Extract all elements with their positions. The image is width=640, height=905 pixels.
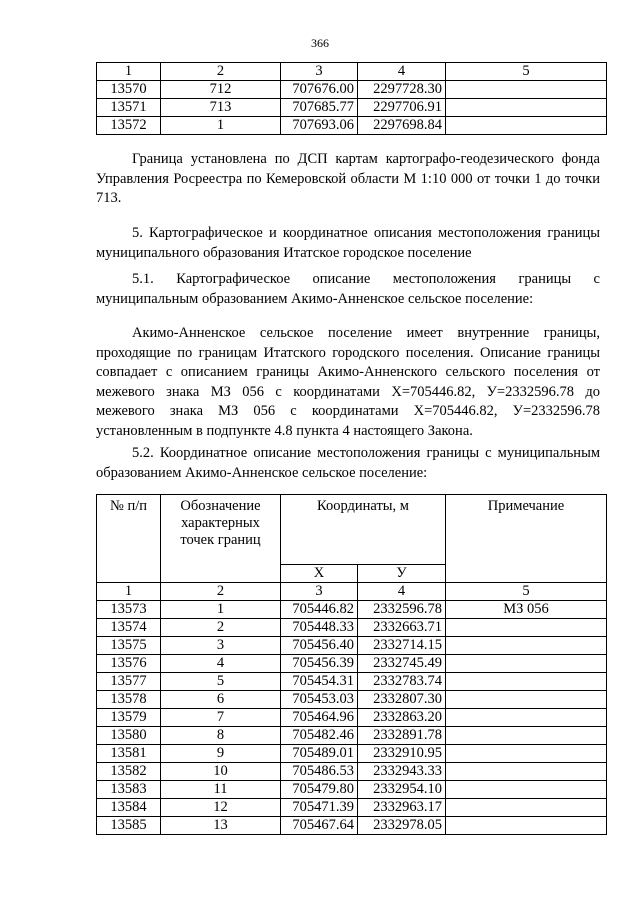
section-5-2-heading: 5.2. Координатное описание местоположения границы с муниципальным образованием Акимо-Анненское сельское поселение: [96,445,600,481]
row-number: 13580 [97,727,161,745]
header-x: Х [281,565,358,583]
coordinates-table [96,494,607,835]
table-row [97,781,607,799]
boundary-source-paragraph: Граница установлена по ДСП картам картографо-геодезического фонда Управления Росреестра по Кемеровской области М 1:10 000 от точки 1 до точки 713. [96,151,600,206]
table-row [97,691,607,709]
coord-y: 2332783.74 [358,673,446,691]
row-number: 13578 [97,691,161,709]
note [446,637,607,655]
note [446,709,607,727]
coordinates-table-continued [96,62,607,135]
note [446,99,607,117]
row-number: 13584 [97,799,161,817]
coord-y: 2332807.30 [358,691,446,709]
coord-x: 705456.40 [281,637,358,655]
header-cell: 3 [281,63,358,81]
note [446,691,607,709]
coord-x: 705454.31 [281,673,358,691]
coord-x: 705479.80 [281,781,358,799]
coord-y: 2332954.10 [358,781,446,799]
point-id: 9 [161,745,281,763]
table-row [97,727,607,745]
coord-x: 705456.39 [281,655,358,673]
column-number: 3 [281,583,358,601]
point-id: 12 [161,799,281,817]
point-id: 7 [161,709,281,727]
column-number: 5 [446,583,607,601]
coord-y: 2332910.95 [358,745,446,763]
coord-y: 2332863.20 [358,709,446,727]
coord-y: 2332714.15 [358,637,446,655]
coord-x: 705489.01 [281,745,358,763]
point-id: 1 [161,117,281,135]
point-id: 713 [161,99,281,117]
page-number: 366 [311,36,329,50]
point-id: 1 [161,601,281,619]
header-note: Примечание [446,495,607,583]
note [446,763,607,781]
table-row [97,99,607,117]
point-id: 4 [161,655,281,673]
header-cell: 5 [446,63,607,81]
point-id: 3 [161,637,281,655]
coord-y: 2297728.30 [358,81,446,99]
row-number: 13579 [97,709,161,727]
note [446,799,607,817]
coord-y: 2332596.78 [358,601,446,619]
row-number: 13583 [97,781,161,799]
table-row [97,601,607,619]
column-number: 1 [97,583,161,601]
table-row [97,763,607,781]
header-y: У [358,565,446,583]
note [446,727,607,745]
table-row [97,817,607,835]
header-cell: 1 [97,63,161,81]
row-number: 13572 [97,117,161,135]
header-number: № п/п [97,495,161,583]
coord-y: 2332663.71 [358,619,446,637]
header-cell: 2 [161,63,281,81]
note [446,781,607,799]
coord-x: 705471.39 [281,799,358,817]
coord-y: 2332963.17 [358,799,446,817]
point-id: 13 [161,817,281,835]
column-number: 2 [161,583,281,601]
coord-y: 2332978.05 [358,817,446,835]
coord-x: 705486.53 [281,763,358,781]
coord-x: 705482.46 [281,727,358,745]
coord-x: 705446.82 [281,601,358,619]
note [446,817,607,835]
section-5-heading: 5. Картографическое и координатное описания местоположения границы муниципального образования Итатское городское поселение [96,225,600,261]
note [446,117,607,135]
point-id: 10 [161,763,281,781]
coord-y: 2332745.49 [358,655,446,673]
row-number: 13575 [97,637,161,655]
coord-x: 707685.77 [281,99,358,117]
column-number-row [97,583,607,601]
coord-y: 2332943.33 [358,763,446,781]
header-coordinates: Координаты, м [281,495,446,565]
coord-y: 2297706.91 [358,99,446,117]
row-number: 13577 [97,673,161,691]
coord-x: 707693.06 [281,117,358,135]
table-row [97,673,607,691]
column-number: 4 [358,583,446,601]
coord-x: 705467.64 [281,817,358,835]
note [446,655,607,673]
point-id: 5 [161,673,281,691]
section-5-1-heading: 5.1. Картографическое описание местоположения границы с муниципальным образованием Акимо-Анненское сельское поселение: [96,271,600,307]
point-id: 11 [161,781,281,799]
point-id: 712 [161,81,281,99]
table-header-row [97,495,607,565]
row-number: 13571 [97,99,161,117]
row-number: 13574 [97,619,161,637]
note [446,745,607,763]
table-row [97,637,607,655]
note [446,673,607,691]
note [446,81,607,99]
table-row [97,709,607,727]
coord-x: 705448.33 [281,619,358,637]
coord-x: 705464.96 [281,709,358,727]
coord-x: 707676.00 [281,81,358,99]
row-number: 13582 [97,763,161,781]
table-row [97,619,607,637]
table-row [97,117,607,135]
table-row [97,745,607,763]
table-row [97,655,607,673]
section-5-1-body: Акимо-Анненское сельское поселение имеет внутренние границы, проходящие по границам Итатского городского поселения. Описание границы совпадает с описанием границы Акимо-Анненского сельского поселения от межевого знака МЗ 056 с координатами Х=705446.82, У=2332596.78 до межевого знака МЗ 056 с координатами Х=705446.82, У=2332596.78 установленным в подпункте 4.8 пункта 4 настоящего Закона. [96,325,600,439]
row-number: 13570 [97,81,161,99]
row-number: 13585 [97,817,161,835]
point-id: 8 [161,727,281,745]
table-row [97,81,607,99]
point-id: 2 [161,619,281,637]
table-row [97,799,607,817]
coord-x: 705453.03 [281,691,358,709]
header-point-designation: Обозначение характерных точек границ [161,495,281,583]
row-number: 13573 [97,601,161,619]
coord-y: 2332891.78 [358,727,446,745]
row-number: 13581 [97,745,161,763]
header-cell: 4 [358,63,446,81]
point-id: 6 [161,691,281,709]
note [446,619,607,637]
coord-y: 2297698.84 [358,117,446,135]
table-header-row [97,63,607,81]
row-number: 13576 [97,655,161,673]
note: МЗ 056 [446,601,607,619]
